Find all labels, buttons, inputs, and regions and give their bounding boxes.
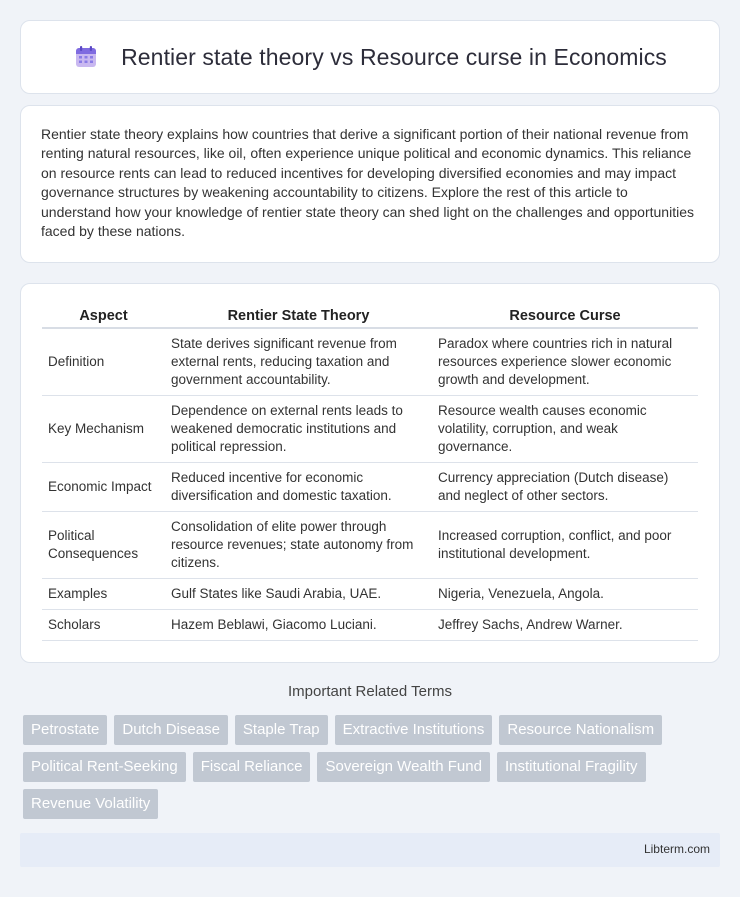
intro-text: Rentier state theory explains how countries that derive a significant portion of their national revenue from renting natural resources, like oil, often experience unique political and economic dynamics. This reliance on resource rents can lead to reduced incentives for developing diversified economies and may impact governance structures by weakening accountability to citizens. Explore the rest of this article to understand how your knowledge of rentier state theory can shed light on the challenges and opportunities faced by these nations. (41, 126, 694, 240)
row-rentier-cell: Hazem Beblawi, Giacomo Luciani. (165, 610, 432, 641)
tag-revenue-volatility[interactable]: Revenue Volatility (23, 789, 158, 819)
table-row (42, 610, 698, 641)
row-aspect: Key Mechanism (42, 396, 165, 463)
table-header-row (42, 304, 698, 329)
intro-card (20, 105, 720, 263)
comparison-table (42, 304, 698, 641)
comparison-card (20, 283, 720, 663)
row-aspect: Examples (42, 579, 165, 610)
table-row (42, 463, 698, 512)
row-curse-cell: Resource wealth causes economic volatility, corruption, and weak governance. (432, 396, 698, 463)
row-curse-cell: Nigeria, Venezuela, Angola. (432, 579, 698, 610)
calendar-icon (73, 44, 99, 70)
tag-fiscal-reliance[interactable]: Fiscal Reliance (193, 752, 311, 782)
tag-dutch-disease[interactable]: Dutch Disease (114, 715, 228, 745)
tag-sovereign-wealth-fund[interactable]: Sovereign Wealth Fund (317, 752, 489, 782)
table-row (42, 329, 698, 396)
footer-site-link[interactable]: Libterm.com (643, 842, 710, 856)
row-rentier-cell: State derives significant revenue from external rents, reducing taxation and government accountability. (165, 329, 432, 396)
related-terms-title: Important Related Terms (288, 683, 452, 700)
header-resource-curse: Resource Curse (432, 304, 698, 329)
row-curse-cell: Currency appreciation (Dutch disease) and neglect of other sectors. (432, 463, 698, 512)
tag-political-rent-seeking[interactable]: Political Rent-Seeking (23, 752, 186, 782)
table-row (42, 579, 698, 610)
row-rentier-cell: Dependence on external rents leads to weakened democratic institutions and political repression. (165, 396, 432, 463)
tag-petrostate[interactable]: Petrostate (23, 715, 107, 745)
row-rentier-cell: Gulf States like Saudi Arabia, UAE. (165, 579, 432, 610)
row-aspect: Definition (42, 329, 165, 396)
tag-institutional-fragility[interactable]: Institutional Fragility (497, 752, 646, 782)
row-curse-cell: Paradox where countries rich in natural resources experience slower economic growth and development. (432, 329, 698, 396)
row-curse-cell: Increased corruption, conflict, and poor institutional development. (432, 512, 698, 579)
title-card (20, 20, 720, 94)
row-rentier-cell: Reduced incentive for economic diversification and domestic taxation. (165, 463, 432, 512)
tag-extractive-institutions[interactable]: Extractive Institutions (335, 715, 493, 745)
table-row (42, 512, 698, 579)
row-curse-cell: Jeffrey Sachs, Andrew Warner. (432, 610, 698, 641)
related-terms-tags (23, 715, 723, 819)
page-title: Rentier state theory vs Resource curse in Economics (121, 43, 667, 70)
footer (20, 833, 720, 867)
row-aspect: Economic Impact (42, 463, 165, 512)
header-rentier-state-theory: Rentier State Theory (165, 304, 432, 329)
row-aspect: Scholars (42, 610, 165, 641)
tag-resource-nationalism[interactable]: Resource Nationalism (499, 715, 662, 745)
table-row (42, 396, 698, 463)
header-aspect: Aspect (42, 304, 165, 329)
row-aspect: Political Consequences (42, 512, 165, 579)
row-rentier-cell: Consolidation of elite power through resource revenues; state autonomy from citizens. (165, 512, 432, 579)
tag-staple-trap[interactable]: Staple Trap (235, 715, 328, 745)
